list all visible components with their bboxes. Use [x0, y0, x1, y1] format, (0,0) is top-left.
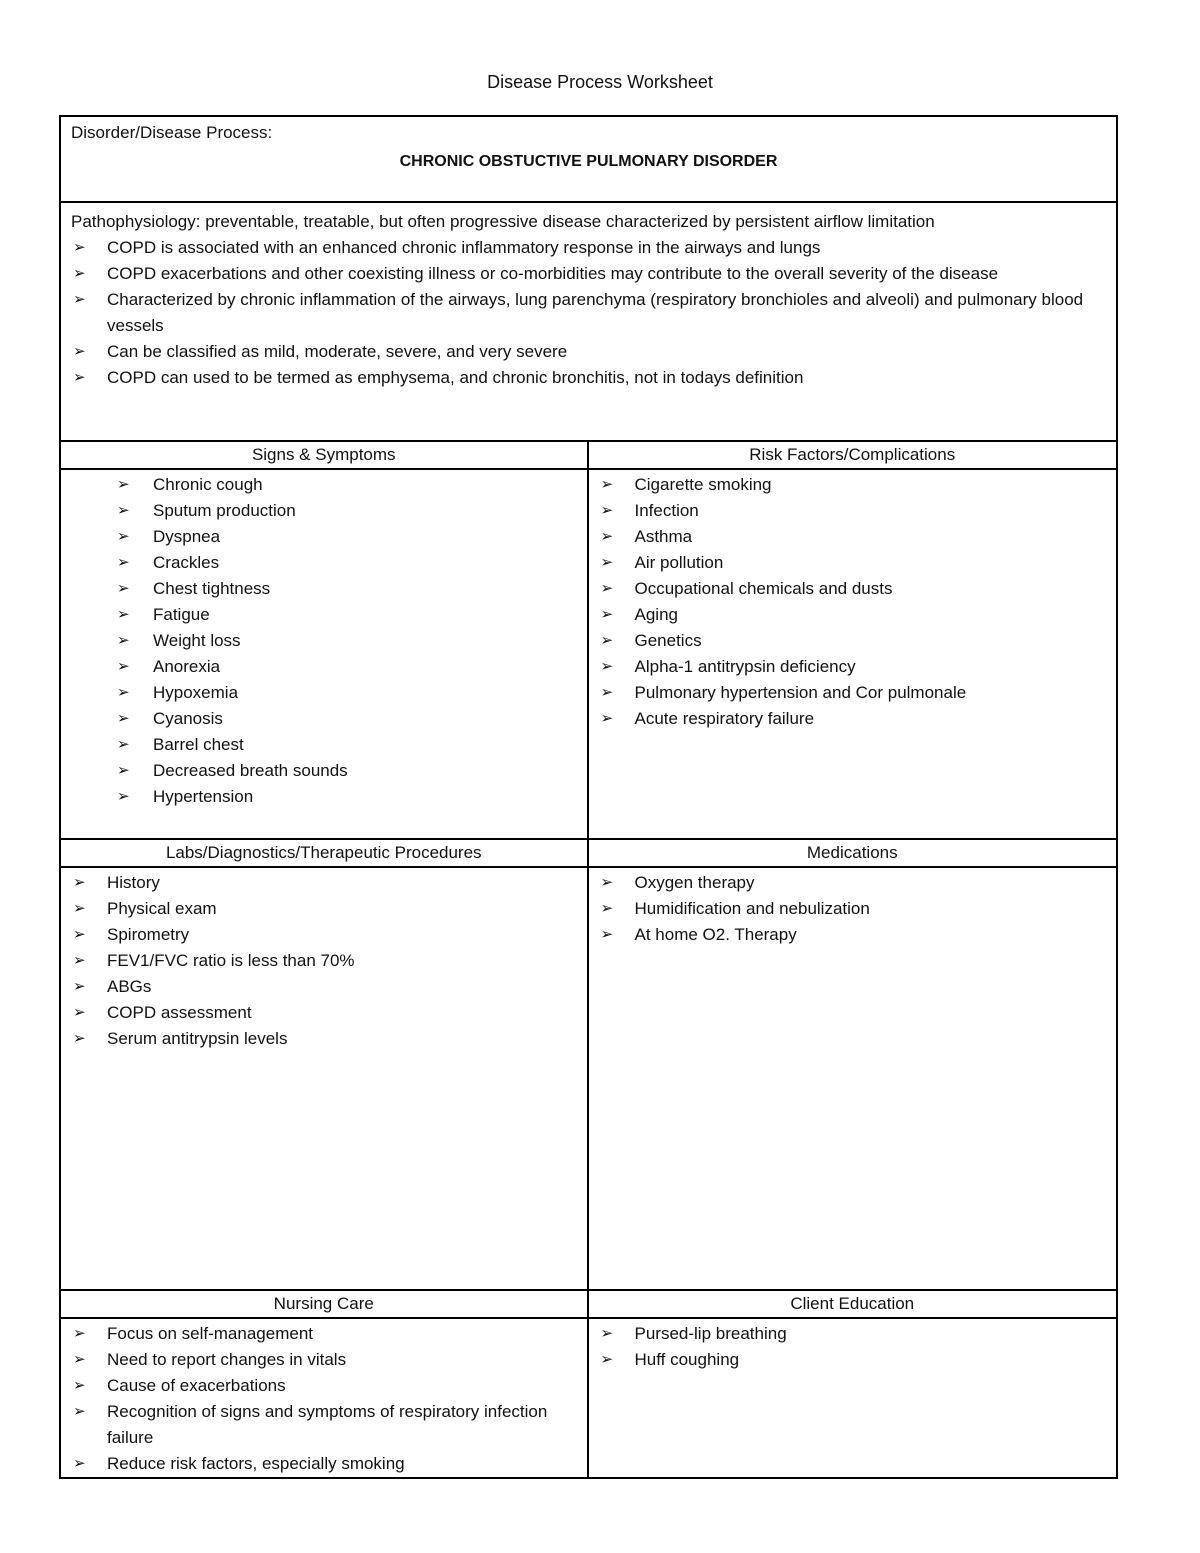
pathophysiology-lead: Pathophysiology: preventable, treatable, but often progressive disease characterized by persistent airflow limitation	[71, 212, 935, 231]
list-item	[599, 498, 1107, 524]
arrow-bullet-icon: ➢	[73, 369, 86, 386]
arrow-bullet-icon: ➢	[117, 606, 130, 623]
list-item-text: COPD is associated with an enhanced chronic inflammatory response in the airways and lungs	[107, 238, 821, 257]
list-item	[71, 628, 577, 654]
list-item-text: Physical exam	[107, 899, 217, 918]
list-item-text: Decreased breath sounds	[153, 761, 348, 780]
arrow-bullet-icon: ➢	[600, 502, 614, 519]
arrow-bullet-icon: ➢	[600, 606, 614, 623]
list-item	[71, 602, 577, 628]
arrow-bullet-icon: ➢	[600, 926, 614, 943]
arrow-bullet-icon: ➢	[600, 710, 614, 727]
list-item	[71, 706, 577, 732]
arrow-bullet-icon: ➢	[73, 900, 86, 917]
risk-factors-list	[599, 472, 1107, 732]
list-item-text: Crackles	[153, 553, 220, 572]
client-education-list	[599, 1321, 1107, 1373]
arrow-bullet-icon: ➢	[600, 1325, 614, 1342]
list-item-text: Acute respiratory failure	[634, 709, 815, 728]
arrow-bullet-icon: ➢	[73, 265, 86, 282]
labs-meds-header-row	[61, 840, 1116, 868]
list-item	[71, 680, 577, 706]
list-item	[599, 870, 1107, 896]
list-item	[599, 550, 1107, 576]
signs-risk-header-row	[61, 442, 1116, 470]
list-item	[71, 896, 577, 922]
client-education-cell	[589, 1319, 1117, 1477]
list-item	[71, 1026, 577, 1052]
list-item	[71, 1347, 577, 1373]
list-item-text: Pursed-lip breathing	[634, 1324, 787, 1343]
list-item-text: Anorexia	[153, 657, 221, 676]
arrow-bullet-icon: ➢	[73, 291, 86, 308]
list-item	[599, 524, 1107, 550]
labs-header: Labs/Diagnostics/Therapeutic Procedures	[61, 840, 589, 866]
list-item-text: Air pollution	[634, 553, 724, 572]
list-item-text: Chronic cough	[153, 475, 263, 494]
list-item	[71, 974, 577, 1000]
list-item	[71, 472, 577, 498]
list-item	[71, 339, 1106, 365]
pathophysiology-list	[71, 235, 1106, 391]
list-item	[71, 1451, 577, 1477]
nursing-care-header: Nursing Care	[61, 1291, 589, 1317]
list-item-text: Fatigue	[153, 605, 210, 624]
list-item	[71, 1373, 577, 1399]
list-item	[599, 602, 1107, 628]
arrow-bullet-icon: ➢	[117, 788, 130, 805]
list-item	[71, 261, 1106, 287]
list-item	[71, 758, 577, 784]
list-item	[71, 235, 1106, 261]
list-item	[71, 498, 577, 524]
list-item	[71, 550, 577, 576]
list-item-text: Focus on self-management	[107, 1324, 313, 1343]
list-item	[599, 1321, 1107, 1347]
list-item	[71, 1000, 577, 1026]
list-item-text: Hypoxemia	[153, 683, 239, 702]
list-item-text: Humidification and nebulization	[634, 899, 870, 918]
arrow-bullet-icon: ➢	[600, 900, 614, 917]
list-item-text: Oxygen therapy	[634, 873, 755, 892]
list-item-text: Genetics	[634, 631, 702, 650]
arrow-bullet-icon: ➢	[73, 926, 86, 943]
list-item-text: Asthma	[634, 527, 693, 546]
arrow-bullet-icon: ➢	[117, 684, 130, 701]
nursing-care-cell	[61, 1319, 589, 1477]
worksheet-table	[59, 115, 1118, 1479]
arrow-bullet-icon: ➢	[73, 239, 86, 256]
arrow-bullet-icon: ➢	[600, 528, 614, 545]
list-item	[71, 365, 1106, 391]
arrow-bullet-icon: ➢	[73, 978, 86, 995]
list-item	[71, 576, 577, 602]
list-item	[599, 1347, 1107, 1373]
arrow-bullet-icon: ➢	[600, 1351, 614, 1368]
list-item-text: Barrel chest	[153, 735, 244, 754]
arrow-bullet-icon: ➢	[600, 476, 614, 493]
arrow-bullet-icon: ➢	[117, 762, 130, 779]
disorder-name: CHRONIC OBSTUCTIVE PULMONARY DISORDER	[399, 153, 778, 170]
list-item-text: Hypertension	[153, 787, 254, 806]
list-item	[71, 287, 1106, 339]
risk-factors-header: Risk Factors/Complications	[749, 445, 956, 464]
arrow-bullet-icon: ➢	[600, 632, 614, 649]
list-item	[71, 732, 577, 758]
labs-cell	[61, 868, 589, 1289]
list-item	[71, 1399, 577, 1451]
medications-cell	[589, 868, 1117, 1289]
arrow-bullet-icon: ➢	[73, 1455, 86, 1472]
list-item-text: Need to report changes in vitals	[107, 1350, 347, 1369]
arrow-bullet-icon: ➢	[600, 554, 614, 571]
arrow-bullet-icon: ➢	[117, 658, 130, 675]
list-item-text: Reduce risk factors, especially smoking	[107, 1454, 405, 1473]
list-item-text: Weight loss	[153, 631, 241, 650]
list-item	[71, 922, 577, 948]
list-item	[71, 784, 577, 810]
labs-meds-body-row	[61, 868, 1116, 1291]
list-item	[599, 576, 1107, 602]
list-item-text: Huff coughing	[634, 1350, 740, 1369]
list-item	[599, 628, 1107, 654]
arrow-bullet-icon: ➢	[73, 1325, 86, 1342]
list-item-text: Cigarette smoking	[634, 475, 772, 494]
list-item	[71, 870, 577, 896]
disorder-label: Disorder/Disease Process:	[71, 123, 273, 142]
list-item	[599, 706, 1107, 732]
nursing-care-list	[71, 1321, 577, 1477]
medications-list	[599, 870, 1107, 948]
signs-list	[71, 472, 577, 810]
signs-cell	[61, 470, 589, 838]
list-item-text: COPD can used to be termed as emphysema, and chronic bronchitis, not in todays definition	[107, 368, 804, 387]
arrow-bullet-icon: ➢	[117, 554, 130, 571]
client-education-header: Client Education	[790, 1294, 915, 1313]
list-item-text: Sputum production	[153, 501, 296, 520]
list-item-text: Cause of exacerbations	[107, 1376, 286, 1395]
arrow-bullet-icon: ➢	[117, 632, 130, 649]
list-item-text: Serum antitrypsin levels	[107, 1029, 288, 1048]
list-item-text: Chest tightness	[153, 579, 271, 598]
arrow-bullet-icon: ➢	[600, 580, 614, 597]
list-item	[599, 680, 1107, 706]
list-item-text: Recognition of signs and symptoms of respiratory infection failure	[107, 1402, 548, 1447]
list-item-text: ABGs	[107, 977, 152, 996]
nursing-education-body-row	[61, 1319, 1116, 1477]
arrow-bullet-icon: ➢	[73, 1030, 86, 1047]
arrow-bullet-icon: ➢	[600, 874, 614, 891]
arrow-bullet-icon: ➢	[600, 684, 614, 701]
list-item-text: Can be classified as mild, moderate, severe, and very severe	[107, 342, 568, 361]
list-item-text: Cyanosis	[153, 709, 223, 728]
list-item	[599, 654, 1107, 680]
list-item-text: History	[107, 873, 160, 892]
list-item-text: At home O2. Therapy	[634, 925, 797, 944]
arrow-bullet-icon: ➢	[117, 502, 130, 519]
list-item-text: COPD exacerbations and other coexisting illness or co-morbidities may contribute to the overall severity of the disease	[107, 264, 999, 283]
list-item	[71, 524, 577, 550]
signs-header: Signs & Symptoms	[61, 442, 589, 468]
arrow-bullet-icon: ➢	[73, 343, 86, 360]
list-item-text: Dyspnea	[153, 527, 221, 546]
list-item-text: Occupational chemicals and dusts	[634, 579, 893, 598]
disorder-section	[61, 123, 1116, 203]
risk-factors-cell	[589, 470, 1117, 838]
list-item-text: Alpha-1 antitrypsin deficiency	[634, 657, 856, 676]
arrow-bullet-icon: ➢	[73, 1377, 86, 1394]
list-item-text: Spirometry	[107, 925, 190, 944]
arrow-bullet-icon: ➢	[117, 580, 130, 597]
list-item-text: Aging	[634, 605, 678, 624]
list-item	[599, 896, 1107, 922]
pathophysiology-section	[61, 203, 1116, 442]
arrow-bullet-icon: ➢	[73, 1004, 86, 1021]
list-item-text: Characterized by chronic inflammation of the airways, lung parenchyma (respiratory bronchioles and alveoli) and pulmonary blood vessels	[107, 290, 1084, 335]
list-item-text: FEV1/FVC ratio is less than 70%	[107, 951, 355, 970]
list-item-text: Pulmonary hypertension and Cor pulmonale	[634, 683, 967, 702]
labs-list	[71, 870, 577, 1052]
arrow-bullet-icon: ➢	[117, 736, 130, 753]
list-item	[71, 654, 577, 680]
arrow-bullet-icon: ➢	[73, 1403, 86, 1420]
list-item-text: COPD assessment	[107, 1003, 252, 1022]
arrow-bullet-icon: ➢	[73, 952, 86, 969]
page-title: Disease Process Worksheet	[487, 72, 713, 92]
arrow-bullet-icon: ➢	[117, 710, 130, 727]
arrow-bullet-icon: ➢	[600, 658, 614, 675]
nursing-education-header-row	[61, 1291, 1116, 1319]
list-item	[599, 472, 1107, 498]
signs-risk-body-row	[61, 470, 1116, 840]
arrow-bullet-icon: ➢	[117, 476, 130, 493]
list-item-text: Infection	[634, 501, 699, 520]
list-item	[71, 1321, 577, 1347]
arrow-bullet-icon: ➢	[117, 528, 130, 545]
list-item	[599, 922, 1107, 948]
arrow-bullet-icon: ➢	[73, 874, 86, 891]
arrow-bullet-icon: ➢	[73, 1351, 86, 1368]
list-item	[71, 948, 577, 974]
medications-header: Medications	[806, 843, 898, 862]
